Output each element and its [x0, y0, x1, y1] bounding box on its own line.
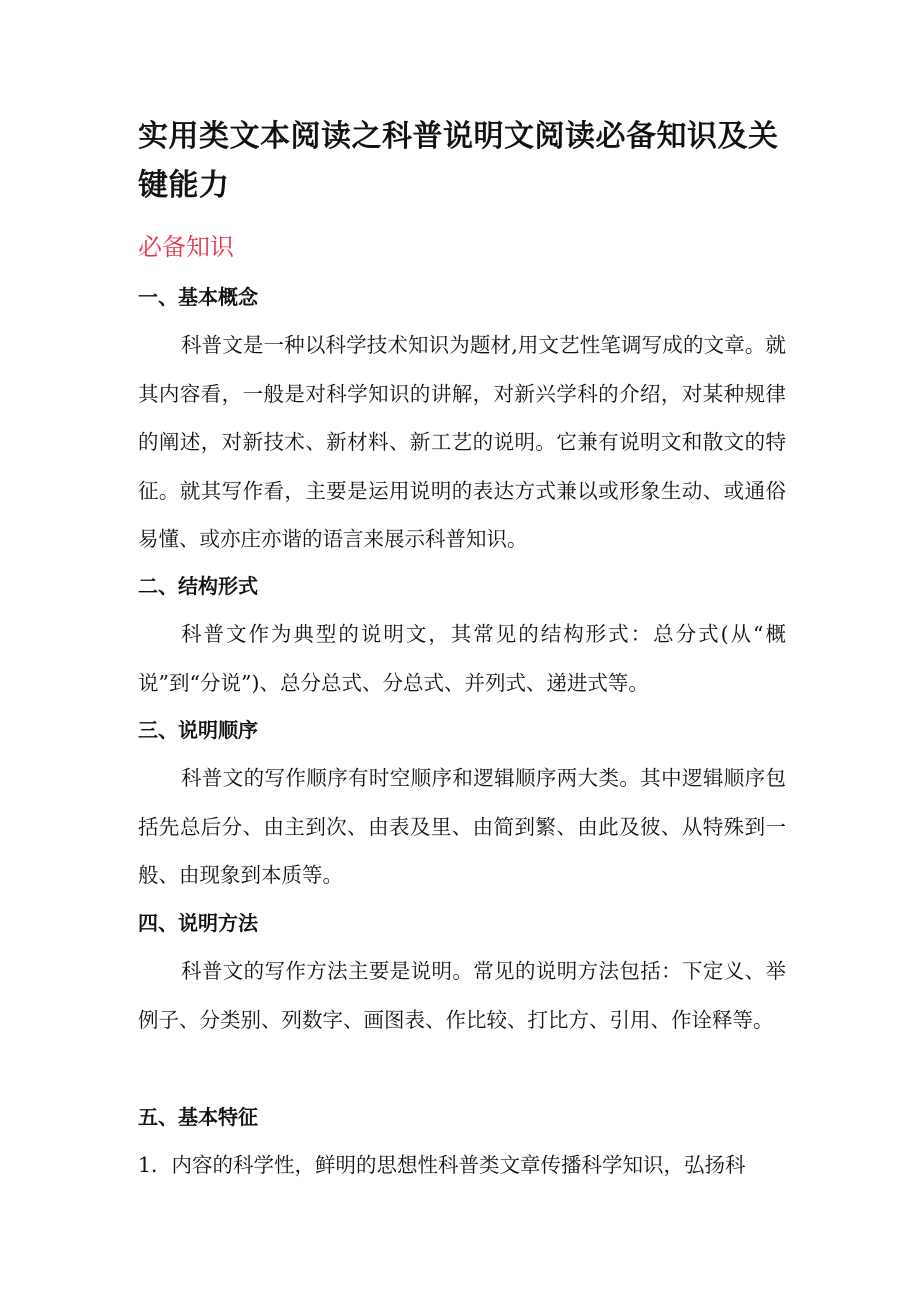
paragraph-features: 1．内容的科学性，鲜明的思想性科普类文章传播科学知识，弘扬科 — [138, 1153, 746, 1177]
paragraph-basic-concept: 科普文是一种以科学技术知识为题材,用文艺性笔调写成的文章。就其内容看，一般是对科学知识的讲解，对新兴学科的介绍，对某种规律的阐述，对新技术、新材料、新工艺的说明。它兼有说明文和散文的特征。就其写作看，主要是运用说明的表达方式兼以或形象生动、或通俗易懂、或亦庄亦谐的语言来展示科普知识。 — [138, 333, 786, 551]
paragraph-structure: 科普文作为典型的说明文，其常见的结构形式：总分式(从“概说”到“分说”)、总分总式、分总式、并列式、递进式等。 — [138, 622, 786, 695]
heading-order: 三、说明顺序 — [138, 718, 258, 742]
heading-methods: 四、说明方法 — [138, 911, 258, 935]
heading-basic-concept: 一、基本概念 — [138, 285, 258, 309]
heading-structure: 二、结构形式 — [138, 574, 258, 598]
section-label: 必备知识 — [138, 233, 234, 261]
document-title: 实用类文本阅读之科普说明文阅读必备知识及关键能力 — [138, 119, 779, 203]
paragraph-order: 科普文的写作顺序有时空顺序和逻辑顺序两大类。其中逻辑顺序包括先总后分、由主到次、由表及里、由简到繁、由此及彼、从特殊到一般、由现象到本质等。 — [138, 766, 786, 887]
paragraph-methods: 科普文的写作方法主要是说明。常见的说明方法包括：下定义、举例子、分类别、列数字、画图表、作比较、打比方、引用、作诠释等。 — [138, 959, 786, 1032]
heading-features: 五、基本特征 — [138, 1105, 258, 1129]
